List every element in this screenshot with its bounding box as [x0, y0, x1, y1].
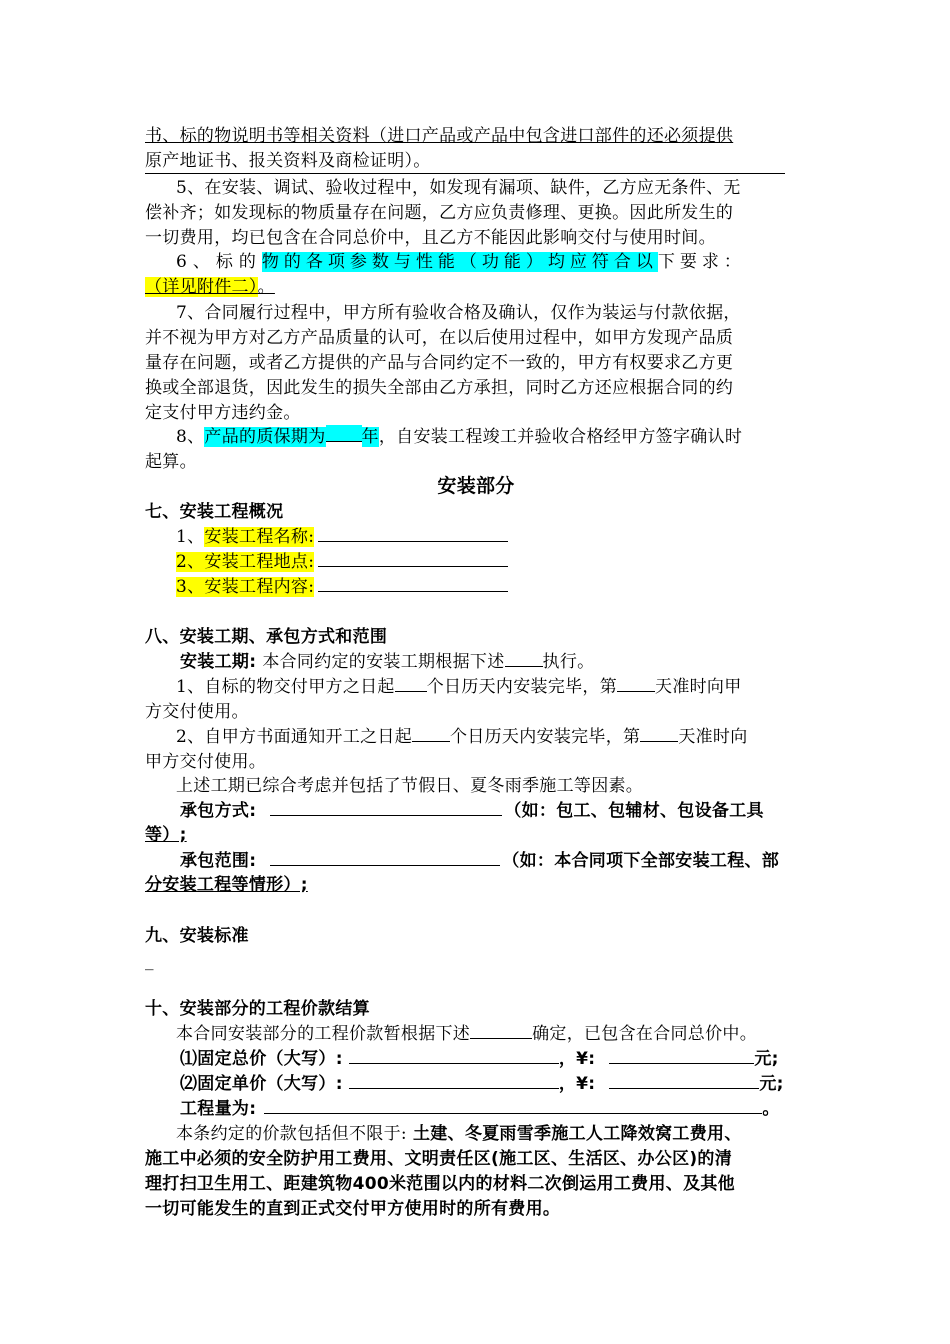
para-line — [145, 124, 807, 148]
para-text: 2、自甲方书面通知开工之日起 — [176, 727, 413, 747]
para-line — [176, 725, 807, 749]
chapter-title: 七、安装工程概况 — [145, 502, 284, 522]
fill-blank[interactable] — [270, 799, 502, 816]
para-line — [145, 823, 807, 847]
para-text: 甲方交付使用。 — [145, 752, 267, 772]
fill-blank[interactable]: _ — [145, 951, 154, 971]
para-text: 8、 — [176, 427, 205, 447]
form-row — [180, 1097, 807, 1121]
para-text: 一切费用，均已包含在合同总价中，且乙方不能因此影响交付与使用时间。 — [145, 228, 716, 248]
para-line — [145, 149, 807, 174]
para-text: 原产地证书、报关资料及商检证明）。 — [145, 149, 785, 174]
para-line — [145, 275, 807, 299]
field-label: 工程量为: — [180, 1099, 257, 1119]
para-text: 并不视为甲方对乙方产品质量的认可，在以后使用过程中，如甲方发现产品质 — [145, 328, 734, 348]
para-text: 量存在问题，或者乙方提供的产品与合同约定不一致的，甲方有权要求乙方更 — [145, 353, 734, 373]
para-line — [180, 650, 807, 674]
field-label: 安装工期: — [180, 652, 257, 672]
chapter-title: 十、安装部分的工程价款结算 — [145, 999, 370, 1019]
fill-blank[interactable] — [264, 1097, 762, 1114]
para-text: 本条约定的价款包括但不限于: — [176, 1124, 407, 1144]
fill-blank[interactable] — [318, 525, 508, 542]
para-line — [145, 226, 807, 250]
section-heading: 安装部分 — [437, 475, 515, 497]
form-row — [180, 799, 807, 823]
item-number: 3、 — [176, 577, 205, 597]
para-text: 换或全部退货，因此发生的损失全部由乙方承担，同时乙方还应根据合同的约 — [145, 378, 734, 398]
field-label: 承包范围: — [180, 851, 257, 871]
fill-blank[interactable] — [505, 650, 543, 667]
para-line — [145, 1147, 807, 1171]
form-row — [180, 1072, 807, 1096]
para-text: 6、标的 — [176, 252, 262, 272]
para-line — [176, 301, 807, 325]
field-label: 。 — [762, 1099, 780, 1119]
fill-blank[interactable] — [318, 575, 508, 592]
para-line — [145, 1197, 807, 1221]
fill-blank[interactable] — [412, 725, 450, 742]
chapter-title: 八、安装工期、承包方式和范围 — [145, 627, 388, 647]
field-label: 承包方式: — [180, 801, 257, 821]
fill-blank[interactable] — [326, 425, 362, 442]
para-text: 起算。 — [145, 452, 197, 472]
fill-blank[interactable] — [349, 1072, 559, 1089]
para-text: 定支付甲方违约金。 — [145, 403, 301, 423]
field-hint: （如：包工、包辅材、包设备工具 — [504, 801, 764, 821]
fill-blank[interactable] — [270, 849, 500, 866]
para-text: 个日历天内安装完毕，第 — [426, 677, 618, 697]
field-label: ⑵固定单价（大写）: — [180, 1074, 343, 1094]
item-number: 1、 — [176, 527, 205, 547]
para-line — [145, 700, 807, 724]
para-line — [145, 750, 807, 774]
para-line — [145, 401, 807, 425]
fill-blank[interactable] — [609, 1047, 754, 1064]
para-line — [145, 450, 807, 474]
para-text: 土建、冬夏雨雪季施工人工降效窝工费用、 — [412, 1124, 742, 1144]
para-line — [145, 326, 807, 350]
para-line — [176, 774, 807, 798]
highlighted-text: （详见附件二） — [145, 277, 258, 297]
para-line — [176, 1122, 807, 1146]
para-line — [176, 1022, 807, 1046]
field-label: ⑴固定总价（大写）: — [180, 1049, 343, 1069]
para-text: ，自安装工程竣工并验收合格经甲方签字确认时 — [378, 427, 743, 447]
field-hint: 分安装工程等情形）; — [145, 875, 308, 895]
para-text: 书、标的物说明书等相关资料（进口产品或产品中包含进口部件的还必须提供 — [145, 126, 734, 146]
field-label: ，¥: — [558, 1049, 596, 1069]
fill-blank[interactable] — [640, 725, 678, 742]
form-row — [180, 849, 807, 873]
field-label: 元; — [759, 1074, 784, 1094]
para-text: 1、自标的物交付甲方之日起 — [176, 677, 395, 697]
para-text: 本合同约定的安装工期根据下述 — [262, 652, 505, 672]
para-text: 施工中必须的安全防护用工费用、文明责任区(施工区、生活区、办公区)的清 — [145, 1149, 733, 1169]
field-label: 安装工程地点: — [204, 552, 315, 572]
field-label: 安装工程内容: — [204, 577, 315, 597]
para-text: 方交付使用。 — [145, 702, 249, 722]
para-line — [176, 176, 807, 200]
fill-blank[interactable] — [609, 1072, 759, 1089]
para-text: 个日历天内安装完毕，第 — [450, 727, 641, 747]
highlighted-text: 产品的质保期为 — [204, 427, 326, 447]
para-line — [145, 351, 807, 375]
para-line — [145, 1172, 807, 1196]
field-hint: 等）; — [145, 825, 187, 845]
para-text: 一切可能发生的直到正式交付甲方使用时的所有费用。 — [145, 1199, 561, 1219]
form-row — [180, 1047, 807, 1071]
para-line — [145, 201, 807, 225]
para-text: 。 — [257, 277, 275, 297]
fill-blank[interactable] — [617, 675, 655, 692]
para-text: 5、在安装、调试、验收过程中，如发现有漏项、缺件，乙方应无条件、无 — [176, 178, 741, 198]
para-line — [176, 250, 807, 274]
form-row — [176, 575, 807, 599]
highlighted-text: 年 — [361, 427, 379, 447]
field-label: ，¥: — [558, 1074, 596, 1094]
form-row — [176, 525, 807, 549]
fill-blank[interactable] — [470, 1022, 532, 1039]
para-text: 本合同安装部分的工程价款暂根据下述 — [176, 1024, 471, 1044]
para-text: 理打扫卫生用工、距建筑物400米范围以内的材料二次倒运用工费用、及其他 — [145, 1174, 735, 1194]
field-label: 元; — [754, 1049, 779, 1069]
fill-blank[interactable] — [395, 675, 427, 692]
para-text: 天准时向甲 — [655, 677, 742, 697]
para-line — [176, 675, 807, 699]
form-row — [176, 550, 807, 574]
item-number: 2、 — [176, 552, 205, 572]
para-text: 执行。 — [542, 652, 595, 672]
para-line — [145, 873, 807, 897]
para-text: 确定，已包含在合同总价中。 — [532, 1024, 758, 1044]
highlighted-text: 物的各项参数与性能（功能）均应符合以 — [261, 252, 658, 272]
field-label: 安装工程名称: — [204, 527, 315, 547]
para-text: 下要求： — [657, 252, 746, 272]
para-line — [145, 376, 807, 400]
chapter-title: 九、安装标准 — [145, 926, 249, 946]
fill-blank[interactable] — [349, 1047, 559, 1064]
fill-blank[interactable] — [318, 550, 508, 567]
para-line — [176, 425, 807, 449]
para-text: 偿补齐；如发现标的物质量存在问题，乙方应负责修理、更换。因此所发生的 — [145, 203, 734, 223]
para-line — [145, 949, 807, 973]
para-text: 天准时向 — [678, 727, 748, 747]
para-text: 上述工期已综合考虑并包括了节假日、夏冬雨季施工等因素。 — [176, 776, 644, 796]
field-hint: （如：本合同项下全部安装工程、部 — [502, 851, 780, 871]
para-text: 7、合同履行过程中，甲方所有验收合格及确认，仅作为装运与付款依据， — [176, 303, 741, 323]
